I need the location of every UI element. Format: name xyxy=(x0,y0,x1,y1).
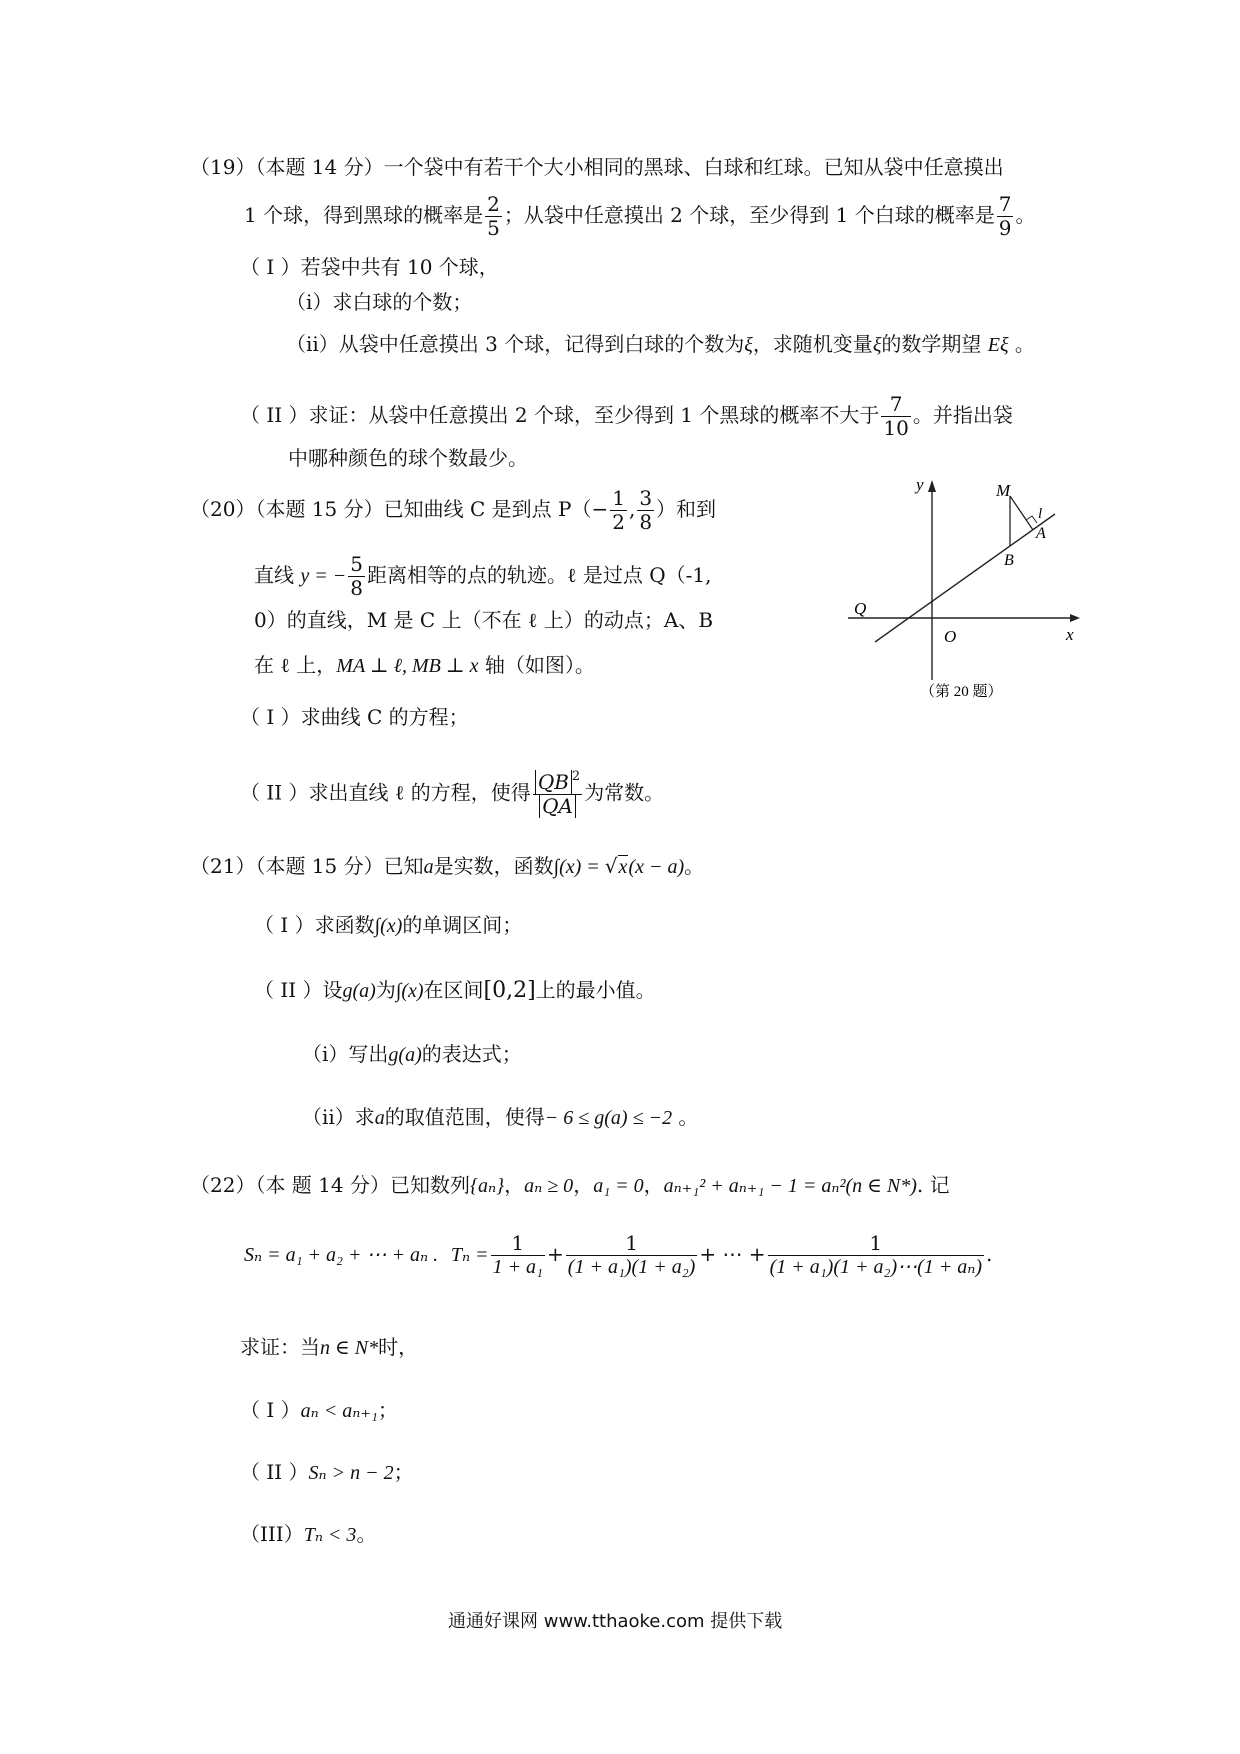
claim-math: aₙ < aₙ₊₁ xyxy=(300,1400,378,1422)
q22-prove-text-b: 时， xyxy=(378,1335,419,1359)
point-p-y-fraction: $\frac{3}{8}$ xyxy=(639,486,653,534)
function-factor: (x − a) xyxy=(628,856,685,878)
claim-math: Tₙ < 3 xyxy=(303,1524,357,1546)
y-label: y xyxy=(916,475,924,494)
q21-part2-ii xyxy=(302,1107,698,1128)
claim-end: ； xyxy=(393,1460,414,1484)
line-l xyxy=(875,514,1055,642)
q21-part2-text-c: 在区间 xyxy=(423,978,484,1002)
q19-part1-ii-text-b: ，求随机变量 xyxy=(752,332,873,356)
m-label: M xyxy=(996,481,1011,500)
q19-fraction-black: $\frac{2}{5}$ xyxy=(487,192,500,240)
figure-caption: （第 20 题） xyxy=(920,684,1003,700)
tn-term-2: $\frac{1}{\text{(1 + a₁)(1 + a₂)}}$ xyxy=(567,1231,696,1278)
q21-part2-text-a: （ II ）设 xyxy=(254,978,343,1002)
n-in-n-star: n ∈ N* xyxy=(320,1337,379,1359)
q22-line1-text-e: . 记 xyxy=(916,1173,950,1197)
q22-prove xyxy=(240,1337,418,1358)
condition-initial: a₁ = 0 xyxy=(593,1175,644,1197)
q19-part1-i: （i）求白球的个数； xyxy=(286,290,473,314)
q19-part1-ii xyxy=(286,334,1035,355)
directrix-equation: y = − xyxy=(300,565,347,587)
perpendicular-conditions: MA ⊥ ℓ, MB ⊥ x xyxy=(336,655,479,677)
q20-line1-text-a: （20）（本题 15 分）已知曲线 C 是到点 P（ xyxy=(190,497,592,521)
q21-part1-text-a: （ I ）求函数 xyxy=(254,913,375,937)
function-def: ∫(x) = xyxy=(553,856,605,878)
q21-part2-ii-text-b: 的取值范围，使得 xyxy=(384,1105,545,1129)
q21-part1 xyxy=(254,915,522,936)
q20-line4 xyxy=(254,655,595,676)
l-label: l xyxy=(1038,506,1043,522)
xi-symbol: ξ xyxy=(744,334,753,356)
plus-sign: + xyxy=(547,1242,564,1266)
q21-line1-text-a: （21）（本题 15 分）已知 xyxy=(190,854,424,878)
q22-claim-2 xyxy=(240,1462,414,1483)
q20-part2-text-b: 为常数。 xyxy=(584,780,665,805)
recurrence: aₙ₊₁² + aₙ₊₁ − 1 = aₙ²(n ∈ N*) xyxy=(663,1175,917,1197)
xi-symbol: ξ xyxy=(872,334,882,356)
point-p-x-fraction: $\frac{1}{2}$ xyxy=(612,486,625,534)
q-label: Q xyxy=(854,599,867,618)
function-f: ∫(x) xyxy=(374,915,403,937)
q21-line1 xyxy=(190,856,704,877)
q20-line1-text-b: ）和到 xyxy=(656,497,717,521)
q19-part1-ii-text-c: 的数学期望 xyxy=(881,332,982,356)
q20-part1: （ I ）求曲线 C 的方程； xyxy=(240,705,469,729)
minus-sign: − xyxy=(591,497,609,521)
b-label: B xyxy=(1004,552,1014,569)
inequality: − 6 ≤ g(a) ≤ −2 xyxy=(544,1107,673,1129)
q19-line2 xyxy=(244,193,1035,240)
q19-header: （19）（本题 14 分）一个袋中有若干个大小相同的黑球、白球和红球。已知从袋中任意摸出 xyxy=(190,155,1004,179)
segment-ma xyxy=(1010,496,1033,530)
o-label: O xyxy=(944,627,957,646)
q21-part2-i xyxy=(302,1044,522,1065)
q21-part1-text-b: 的单调区间； xyxy=(402,913,523,937)
claim-end: 。 xyxy=(356,1522,377,1546)
q20-figure xyxy=(840,470,1090,710)
q19-part1-ii-text-a: （ii）从袋中任意摸出 3 个球，记得到白球的个数为 xyxy=(286,332,745,356)
period: . xyxy=(986,1242,993,1266)
sum-sn: Sₙ = a₁ + a₂ + ⋯ + aₙ . xyxy=(244,1244,439,1266)
q19-part1-ii-text-d: 。 xyxy=(1014,332,1035,356)
q19-part1: （ I ）若袋中共有 10 个球， xyxy=(240,255,499,279)
qa-abs: QA xyxy=(539,794,576,818)
q20-line2-text-b: 距离相等的点的轨迹。ℓ 是过点 Q（-1, xyxy=(366,563,712,587)
condition-nonneg: aₙ ≥ 0 xyxy=(524,1175,574,1197)
q22-claim-1 xyxy=(240,1400,398,1421)
q20-line4-text-a: 在 ℓ 上， xyxy=(254,653,337,677)
claim-label: （ II ） xyxy=(240,1460,309,1484)
q19-part2-cont: 中哪种颜色的球个数最少。 xyxy=(288,446,528,470)
square-exponent: 2 xyxy=(571,769,581,784)
q22-line1-text-a: （22）（本 题 14 分）已知数列 xyxy=(190,1173,470,1197)
claim-end: ； xyxy=(377,1398,398,1422)
q22-prove-text-a: 求证：当 xyxy=(240,1335,320,1359)
q20-line2-text-a: 直线 xyxy=(254,563,294,587)
q21-part2-text-b: 为 xyxy=(375,978,396,1002)
claim-label: （III） xyxy=(240,1522,304,1546)
claim-label: （ I ） xyxy=(240,1398,301,1422)
var-a: a xyxy=(423,856,434,878)
page-footer: 通通好课网 www.tthaoke.com 提供下载 xyxy=(448,1611,783,1632)
q21-part2-i-text-a: （i）写出 xyxy=(302,1042,389,1066)
q19-line2-text-c: 。 xyxy=(1015,203,1036,227)
function-g: g(a) xyxy=(342,980,376,1002)
q22-line1-text-b: ， xyxy=(504,1173,525,1197)
qb-abs: QB xyxy=(535,770,572,794)
q20-part2-text-a: （ II ）求出直线 ℓ 的方程，使得 xyxy=(240,780,531,805)
ellipsis-plus: + ⋯ + xyxy=(699,1242,766,1266)
q20-part2 xyxy=(240,770,664,818)
q19-part2 xyxy=(240,393,1013,440)
claim-math: Sₙ > n − 2 xyxy=(308,1462,394,1484)
sqrt-x: √x xyxy=(604,854,628,878)
q19-part2-text-a: （ II ）求证：从袋中任意摸出 2 个球，至少得到 1 个黑球的概率不大于 xyxy=(240,403,880,427)
directrix-fraction: $\frac{5}{8}$ xyxy=(350,552,363,600)
x-label: x xyxy=(1066,625,1074,644)
q21-part2-ii-text-a: （ii）求 xyxy=(302,1105,375,1129)
q22-claim-3 xyxy=(240,1524,376,1545)
x-axis-arrow xyxy=(1070,614,1080,622)
y-axis-arrow xyxy=(928,480,936,492)
interval: [0,2] xyxy=(483,978,536,1003)
q19-fraction-bound: $\frac{7}{10}$ xyxy=(883,392,909,440)
function-g: g(a) xyxy=(388,1044,422,1066)
comma: , xyxy=(628,497,636,521)
tn-term-1: $\frac{1}{\text{1 + a₁}}$ xyxy=(492,1231,544,1278)
q21-line1-text-c: 。 xyxy=(684,854,705,878)
q21-part2-ii-text-c: 。 xyxy=(678,1105,699,1129)
tn-term-n: $\frac{1}{\text{(1 + a₁)(1 + a₂)⋯(1 + aₙ)}}$ xyxy=(769,1231,983,1278)
q19-line2-text-b: ；从袋中任意摸出 2 个球，至少得到 1 个白球的概率是 xyxy=(503,203,995,227)
sequence: {aₙ} xyxy=(469,1175,505,1197)
figure-svg xyxy=(840,470,1090,710)
q20-line3: 0）的直线，M 是 C 上（不在 ℓ 上）的动点；A、B xyxy=(254,608,714,632)
q19-line2-text-a: 1 个球，得到黑球的概率是 xyxy=(244,203,484,227)
expectation-symbol: Eξ xyxy=(987,334,1009,356)
function-f: ∫(x) xyxy=(395,980,424,1002)
q20-line2 xyxy=(254,553,712,600)
ratio-fraction xyxy=(533,770,582,818)
q21-part2 xyxy=(254,980,656,1002)
q22-line1-text-d: ， xyxy=(643,1173,664,1197)
var-a: a xyxy=(374,1107,385,1129)
q22-sums xyxy=(244,1232,992,1279)
q19-part2-text-b: 。并指出袋 xyxy=(912,403,1013,427)
q21-part2-text-d: 上的最小值。 xyxy=(535,978,656,1002)
q22-line1 xyxy=(190,1175,950,1196)
q20-line1 xyxy=(190,487,716,534)
q21-part2-i-text-b: 的表达式； xyxy=(421,1042,522,1066)
q22-line1-text-c: ， xyxy=(573,1173,594,1197)
a-label: A xyxy=(1036,525,1046,542)
tn-lhs: Tₙ = xyxy=(450,1244,489,1266)
q19-fraction-white: $\frac{7}{9}$ xyxy=(998,192,1012,240)
q20-line4-text-b: 轴（如图）。 xyxy=(484,653,595,677)
q21-line1-text-b: 是实数，函数 xyxy=(433,854,554,878)
